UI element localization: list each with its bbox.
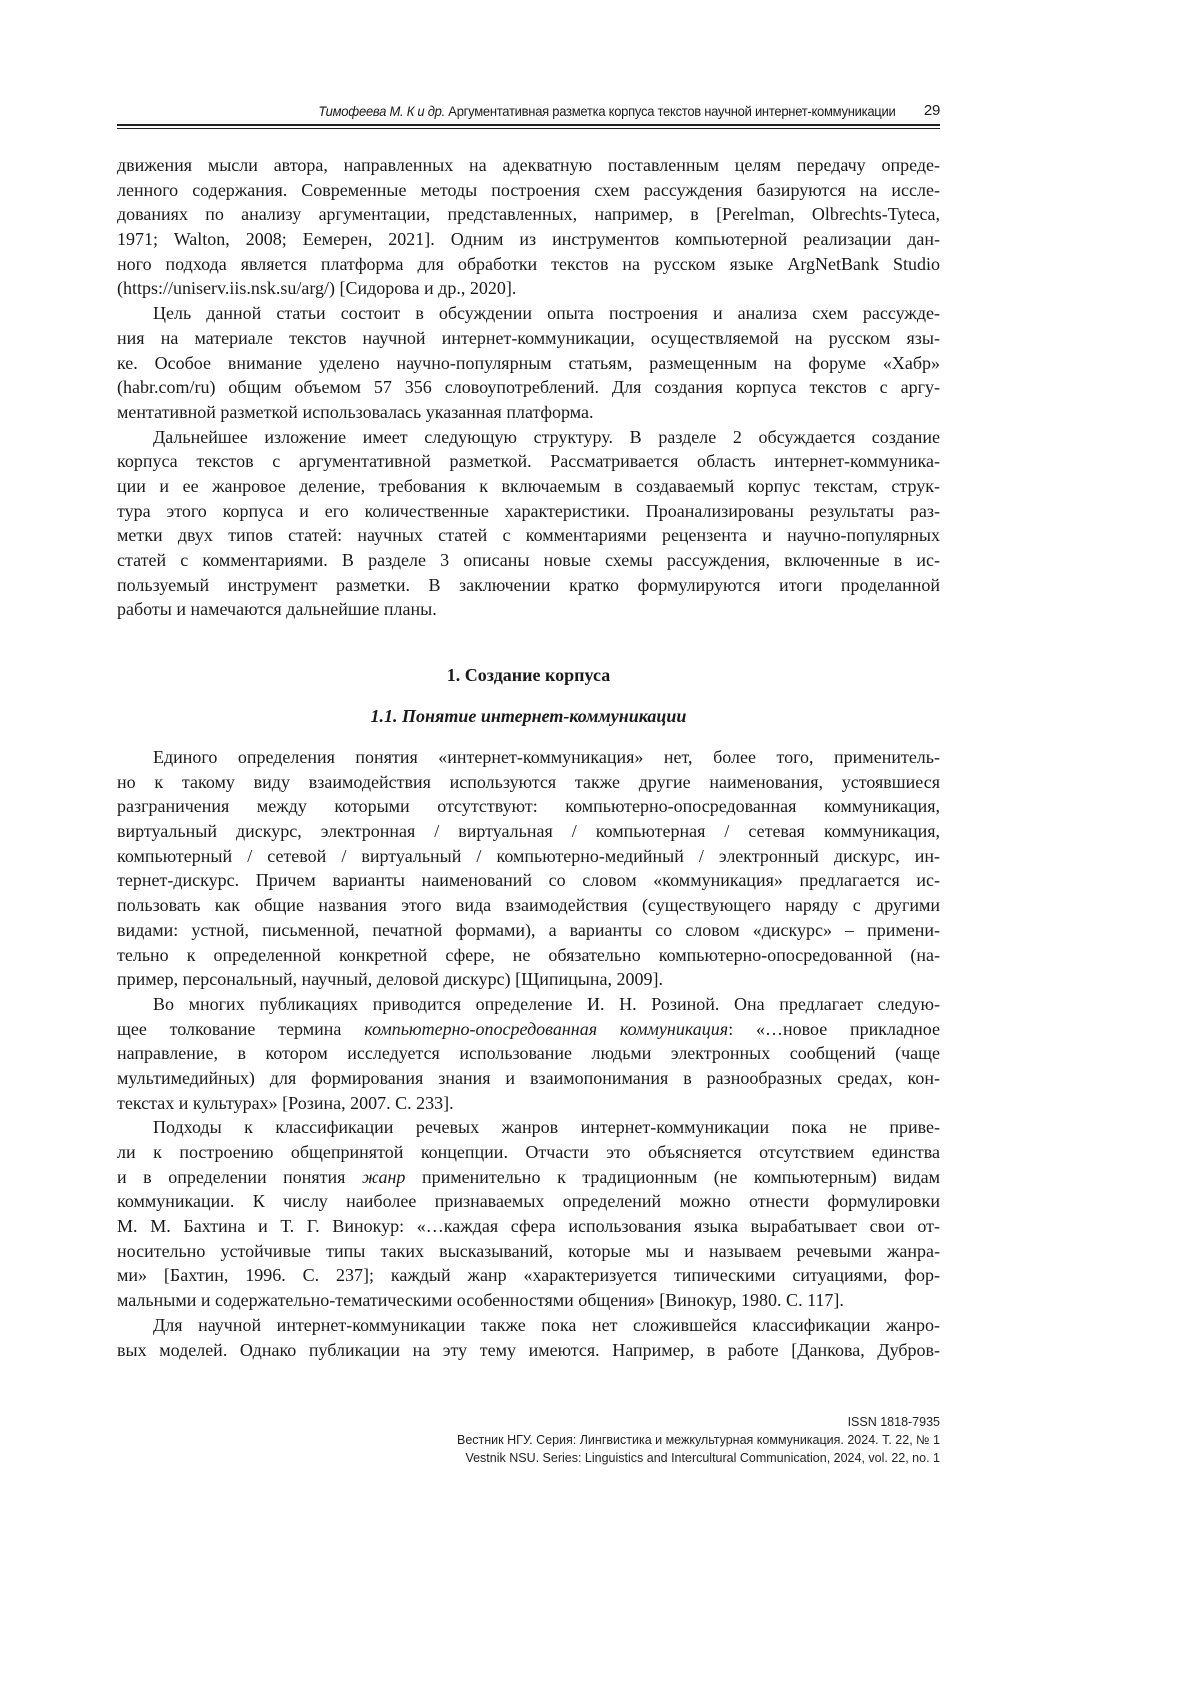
text-run: тура этого корпуса и его количественные характеристики. Проанализированы результаты раз- bbox=[117, 501, 940, 521]
text-line bbox=[117, 844, 940, 869]
text-line bbox=[117, 153, 940, 178]
text-run: ленного содержания. Современные методы построения схем рассуждения базируются на иссле- bbox=[117, 180, 940, 200]
text-line bbox=[117, 1288, 940, 1313]
text-line bbox=[117, 1313, 940, 1338]
text-line bbox=[117, 573, 940, 598]
text-run: пользовать как общие названия этого вида взаимодействия (существующего наряду с другими bbox=[117, 895, 940, 915]
paragraph bbox=[117, 745, 940, 992]
text-line bbox=[117, 202, 940, 227]
text-run: метки двух типов статей: научных статей с комментариями рецензента и научно-популярных bbox=[117, 525, 940, 545]
text-run: дованиях по анализу аргументации, представленных, например, в [Perelman, Olbrechts-Tyteca, bbox=[117, 204, 940, 224]
text-run: Во многих публикациях приводится определение И. Н. Розиной. Она предлагает следую- bbox=[153, 994, 940, 1014]
text-run: М. М. Бахтина и Т. Г. Винокур: «…каждая сфера использования языка вырабатывает свои от- bbox=[117, 1216, 940, 1236]
text-line bbox=[117, 499, 940, 524]
text-run: тернет-дискурс. Причем варианты наименований со словом «коммуникация» предлагается ис- bbox=[117, 870, 940, 890]
paragraph bbox=[117, 301, 940, 424]
text-run: Подходы к классификации речевых жанров интернет-коммуникации пока не приве- bbox=[153, 1117, 940, 1137]
text-run: (https://uniserv.iis.nsk.su/arg/) [Сидорова и др., 2020]. bbox=[117, 278, 516, 298]
text-run: видами: устной, письменной, печатной формами), а варианты со словом «дискурс» – примени- bbox=[117, 920, 940, 940]
text-run: ке. Особое внимание уделено научно-популярным статьям, размещенным на форуме «Хабр» bbox=[117, 353, 940, 373]
italic-term: жанр bbox=[362, 1167, 405, 1187]
text-line bbox=[117, 1239, 940, 1264]
text-line bbox=[117, 351, 940, 376]
page-number: 29 bbox=[924, 102, 940, 119]
text-run: применительно к традиционным (не компьютерным) видам bbox=[405, 1167, 940, 1187]
text-run: Единого определения понятия «интернет-коммуникация» нет, более того, применитель- bbox=[153, 747, 940, 767]
text-run: разграничения между которыми отсутствуют: компьютерно-опосредованная коммуникация, bbox=[117, 796, 940, 816]
text-line bbox=[117, 400, 940, 425]
text-run: коммуникации. К числу наиболее признаваемых определений можно отнести формулировки bbox=[117, 1191, 940, 1211]
text-line bbox=[117, 893, 940, 918]
body-text-intro bbox=[117, 153, 940, 622]
text-line bbox=[117, 819, 940, 844]
text-line bbox=[117, 770, 940, 795]
text-line bbox=[117, 474, 940, 499]
text-run: тельно к определенной конкретной сфере, не обязательно компьютерно-опосредованной (на- bbox=[117, 945, 940, 965]
text-run: (habr.com/ru) общим объемом 57 356 словоупотреблений. Для создания корпуса текстов с аргу- bbox=[117, 377, 940, 397]
italic-term: компьютерно-опосредованная коммуникация bbox=[364, 1019, 728, 1039]
text-run: : «…новое прикладное bbox=[728, 1019, 940, 1039]
section-heading: 1. Создание корпуса bbox=[117, 665, 940, 686]
text-run: направление, в котором исследуется использование людьми электронных сообщений (чаще bbox=[117, 1043, 940, 1063]
text-line bbox=[117, 745, 940, 770]
text-run: мультимедийных) для формирования знания и взаимопонимания в разнообразных средах, кон- bbox=[117, 1068, 940, 1088]
paragraph bbox=[117, 153, 940, 301]
running-head-article-title: Аргументативная разметка корпуса текстов научной интернет-коммуникации bbox=[448, 103, 895, 119]
text-run: пример, персональный, научный, деловой дискурс) [Щипицына, 2009]. bbox=[117, 969, 663, 989]
text-run: ментативной разметкой использовалась указанная платформа. bbox=[117, 402, 593, 422]
text-run: ми» [Бахтин, 1996. С. 237]; каждый жанр «характеризуется типическими ситуациями, фор- bbox=[117, 1265, 940, 1285]
text-line bbox=[117, 1214, 940, 1239]
text-line bbox=[117, 1140, 940, 1165]
text-line bbox=[117, 918, 940, 943]
footer-journal-ru: Вестник НГУ. Серия: Лингвистика и межкультурная коммуникация. 2024. Т. 22, № 1 bbox=[457, 1431, 940, 1449]
text-line bbox=[117, 276, 940, 301]
text-run: но к такому виду взаимодействия используются также другие наименования, устоявшиеся bbox=[117, 772, 940, 792]
text-line bbox=[117, 425, 940, 450]
text-run: вых моделей. Однако публикации на эту тему имеются. Например, в работе [Данкова, Дубров- bbox=[117, 1340, 940, 1360]
text-line bbox=[117, 1338, 940, 1363]
text-run: виртуальный дискурс, электронная / виртуальная / компьютерная / сетевая коммуникация, bbox=[117, 821, 940, 841]
text-run: щее толкование термина bbox=[117, 1019, 364, 1039]
header-rule-thin bbox=[117, 128, 940, 129]
text-run: носительно устойчивые типы таких высказываний, которые мы и называем речевыми жанра- bbox=[117, 1241, 940, 1261]
text-run: корпуса текстов с аргументативной разметкой. Рассматривается область интернет-коммуника- bbox=[117, 451, 940, 471]
footer-journal-en: Vestnik NSU. Series: Linguistics and Intercultural Communication, 2024, vol. 22, no. 1 bbox=[457, 1449, 940, 1467]
text-run: Цель данной статьи состоит в обсуждении опыта построения и анализа схем рассужде- bbox=[153, 303, 940, 323]
text-run: мальными и содержательно-тематическими особенностями общения» [Винокур, 1980. С. 117]. bbox=[117, 1290, 844, 1310]
text-line bbox=[117, 326, 940, 351]
text-line bbox=[117, 868, 940, 893]
text-line bbox=[117, 967, 940, 992]
paragraph bbox=[117, 1313, 940, 1362]
text-line bbox=[117, 794, 940, 819]
text-run: ного подхода является платформа для обработки текстов на русском языке ArgNetBank Studio bbox=[117, 254, 940, 274]
footer bbox=[457, 1413, 940, 1467]
body-text-section bbox=[117, 745, 940, 1362]
text-line bbox=[117, 449, 940, 474]
text-line bbox=[117, 992, 940, 1017]
running-head-authors: Тимофеева М. К и др. bbox=[318, 103, 445, 119]
text-run: текстах и культурах» [Розина, 2007. С. 233]. bbox=[117, 1093, 454, 1113]
text-run: 1971; Walton, 2008; Еемерен, 2021]. Одним из инструментов компьютерной реализации дан- bbox=[117, 229, 940, 249]
paragraph bbox=[117, 425, 940, 623]
text-line bbox=[117, 1189, 940, 1214]
text-line bbox=[117, 1017, 940, 1042]
text-line bbox=[117, 1091, 940, 1116]
text-line bbox=[117, 1263, 940, 1288]
paragraph bbox=[117, 992, 940, 1115]
text-run: статей с комментариями. В разделе 3 описаны новые схемы рассуждения, включенные в ис- bbox=[117, 550, 940, 570]
text-run: движения мысли автора, направленных на адекватную поставленным целям передачу опреде- bbox=[117, 155, 940, 175]
header-rule-thick bbox=[117, 124, 940, 126]
text-run: ции и ее жанровое деление, требования к включаемым в создаваемый корпус текстам, струк- bbox=[117, 476, 940, 496]
text-line bbox=[117, 1165, 940, 1190]
text-line bbox=[117, 178, 940, 203]
text-run: Дальнейшее изложение имеет следующую структуру. В разделе 2 обсуждается создание bbox=[153, 427, 940, 447]
text-line bbox=[117, 301, 940, 326]
footer-issn: ISSN 1818-7935 bbox=[457, 1413, 940, 1431]
text-line bbox=[117, 943, 940, 968]
text-line bbox=[117, 252, 940, 277]
text-run: компьютерный / сетевой / виртуальный / компьютерно-медийный / электронный дискурс, ин- bbox=[117, 846, 940, 866]
running-head-title bbox=[318, 103, 895, 119]
text-line bbox=[117, 523, 940, 548]
paragraph bbox=[117, 1115, 940, 1313]
running-head bbox=[117, 103, 940, 123]
text-run: и в определении понятия bbox=[117, 1167, 362, 1187]
text-line bbox=[117, 1115, 940, 1140]
text-run: ния на материале текстов научной интернет-коммуникации, осуществляемой на русском язы- bbox=[117, 328, 940, 348]
text-line bbox=[117, 1041, 940, 1066]
text-line bbox=[117, 597, 940, 622]
text-run: пользуемый инструмент разметки. В заключении кратко формулируются итоги проделанной bbox=[117, 575, 940, 595]
text-line bbox=[117, 227, 940, 252]
text-line bbox=[117, 548, 940, 573]
text-run: ли к построению общепринятой концепции. Отчасти это объясняется отсутствием единства bbox=[117, 1142, 940, 1162]
text-line bbox=[117, 375, 940, 400]
text-run: Для научной интернет-коммуникации также пока нет сложившейся классификации жанро- bbox=[153, 1315, 940, 1335]
subsection-heading: 1.1. Понятие интернет-коммуникации bbox=[117, 706, 940, 727]
text-line bbox=[117, 1066, 940, 1091]
text-run: работы и намечаются дальнейшие планы. bbox=[117, 599, 437, 619]
